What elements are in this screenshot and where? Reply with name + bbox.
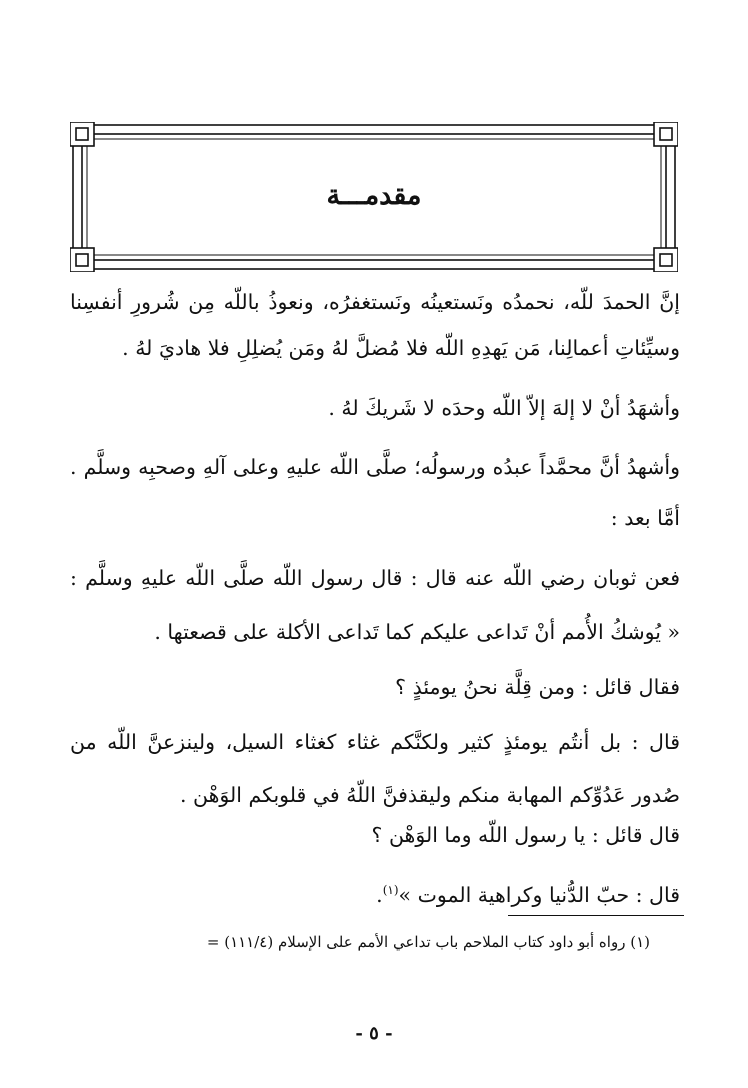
text-line: أمَّا بعد :: [610, 506, 680, 530]
text-line: قال : حبّ الدُّنيا وكراهية الموت »: [398, 882, 680, 907]
footnote-divider: [508, 915, 684, 916]
text-line: « يُوشكُ الأُمم أنْ تَداعى عليكم كما تَداعى الأكلة على قصعتها .: [154, 620, 680, 644]
text-line: وأشهدُ أنَّ محمَّداً عبدُه ورسولُه؛ صلَّى اللّه عليهِ وعلى آلهِ وصحبِه وسلَّم .: [70, 455, 680, 479]
text-line: قال قائل : يا رسول اللّه وما الوَهْن ؟: [371, 823, 680, 847]
footnote-marker: (١): [382, 883, 399, 897]
text-line: إنَّ الحمدَ للّه، نحمدُه ونَستعينُه ونَستغفرُه، ونعوذُ باللّه مِن شُرورِ أنفسِنا: [70, 290, 680, 314]
ornamental-title-frame: [70, 122, 678, 272]
text-line: قال : بل أنتُم يومئذٍ كثير ولكنَّكم غثاء كغثاء السيل، ولينزعنَّ اللّه من: [70, 730, 680, 754]
text-line: فقال قائل : ومن قِلَّة نحنُ يومئذٍ ؟: [395, 675, 680, 699]
footnote: (١) رواه أبو داود كتاب الملاحم باب تداعي الأمم على الإسلام (١١١/٤) =: [206, 933, 650, 951]
page-title: مقدمـــة: [326, 180, 422, 211]
text-line: وسيِّئاتِ أعمالِنا، مَن يَهدِهِ اللّه فلا مُضلَّ لهُ ومَن يُضلِلِ فلا هاديَ لهُ .: [122, 336, 680, 360]
text-line: وأشهَدُ أنْ لا إلهَ إلاّ اللّه وحدَه لا شَريكَ لهُ .: [328, 396, 680, 420]
text-line-last: قال : حبّ الدُّنيا وكراهية الموت »$^{(١)}$.: [376, 882, 680, 907]
page-number: - ٥ -: [355, 1023, 393, 1044]
text-line: صُدور عَدُوِّكم المهابة منكم وليقذفنَّ اللّهُ في قلوبكم الوَهْن .: [179, 783, 680, 807]
text-line: فعن ثوبان رضي اللّه عنه قال : قال رسول اللّه صلَّى اللّه عليهِ وسلَّم :: [70, 566, 680, 590]
